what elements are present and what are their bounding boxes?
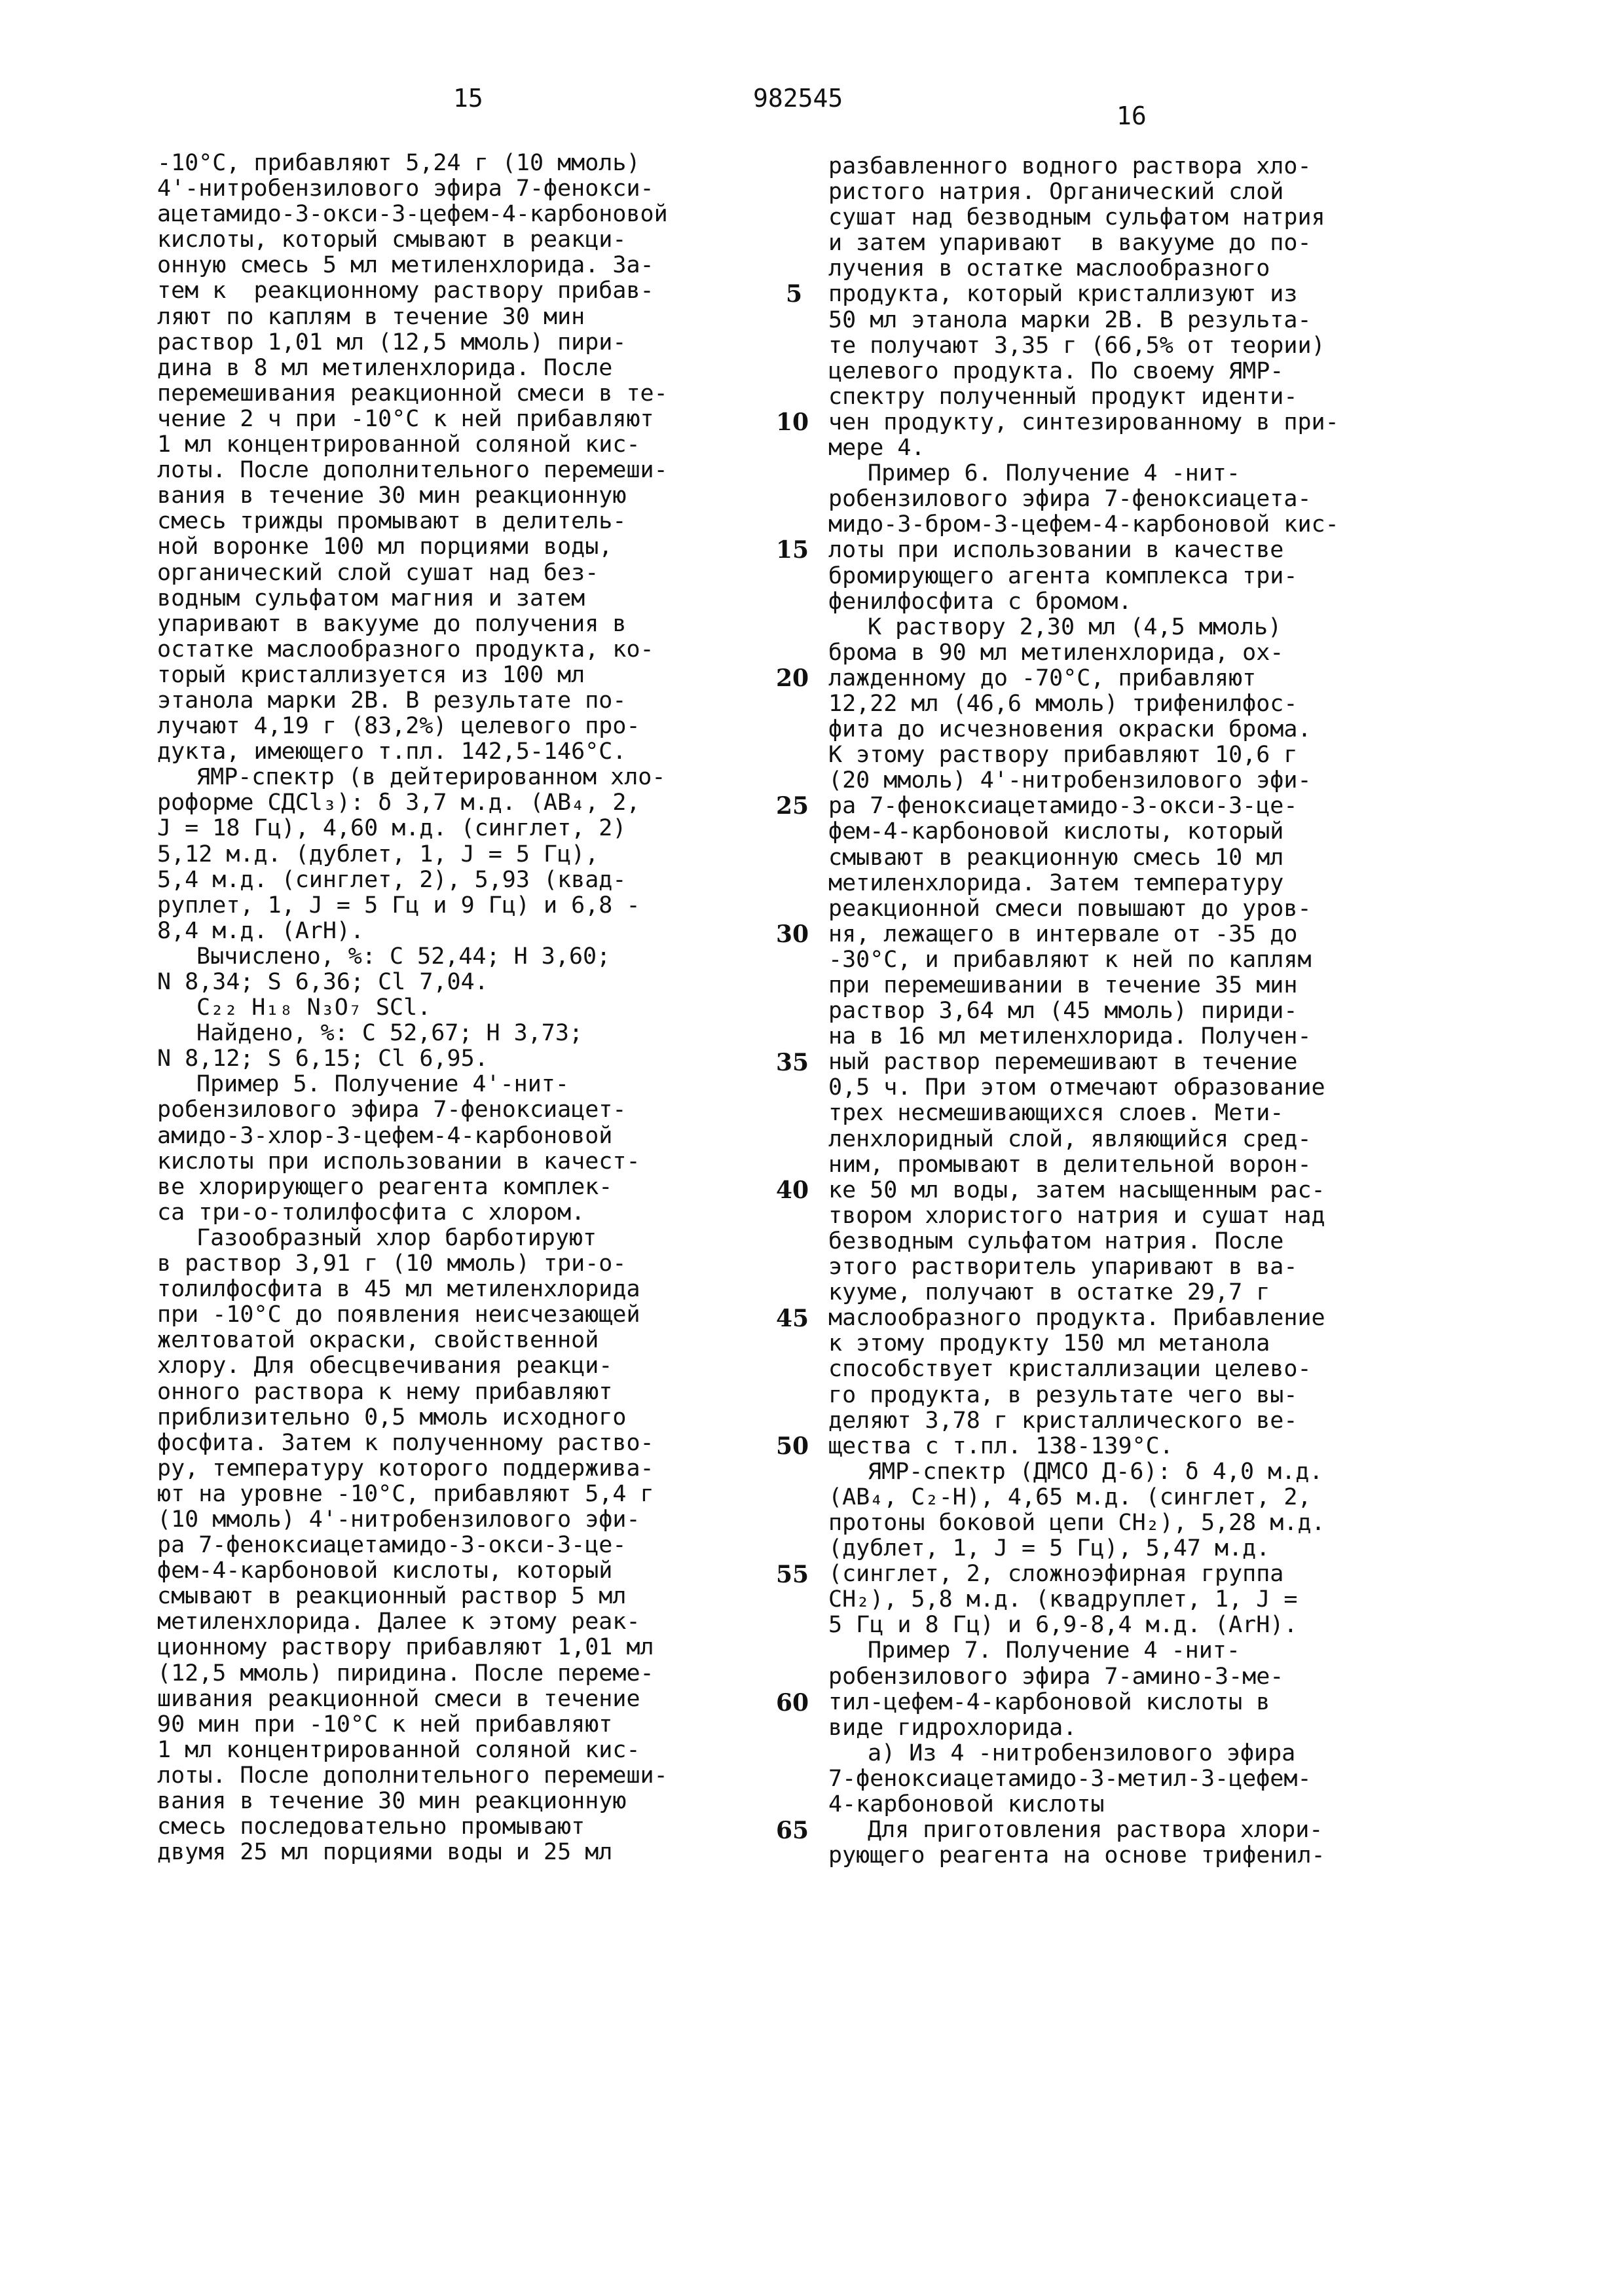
text-line: метиленхлорида. Затем температуру <box>828 869 1284 896</box>
text-line: ЯМР-спектр (ДМСО Д-6): δ 4,0 м.д. <box>868 1458 1323 1485</box>
text-line: сушат над безводным сульфатом натрия <box>828 204 1325 231</box>
text-line: ним, промывают в делительной ворон- <box>828 1151 1312 1178</box>
text-line: безводным сульфатом натрия. После <box>828 1228 1284 1254</box>
line-number: 10 <box>776 408 809 436</box>
text-line: 90 мин при -10°С к ней прибавляют <box>157 1711 613 1738</box>
text-line: и затем упаривают в вакууме до по- <box>828 230 1312 257</box>
text-line: мидо-3-бром-3-цефем-4-карбоновой кис- <box>828 511 1339 538</box>
text-line: фосфита. Затем к полученному раство- <box>157 1429 654 1456</box>
text-line: упаривают в вакууме до получения в <box>157 610 627 637</box>
line-number: 35 <box>776 1048 809 1076</box>
text-line: продукта, который кристаллизуют из <box>828 281 1298 308</box>
text-line: реакционной смеси повышают до уров- <box>828 895 1312 922</box>
text-line: ру, температуру которого поддержива- <box>157 1455 654 1482</box>
text-line: роформе СДСl₃): δ 3,7 м.д. (AB₄, 2, <box>157 790 640 816</box>
text-line: ленхлоридный слой, являющийся сред- <box>828 1125 1312 1152</box>
text-line: Для приготовления раствора хлори- <box>868 1817 1323 1844</box>
text-line: вания в течение 30 мин реакционную <box>157 1788 627 1814</box>
text-line: робензилового эфира 7-феноксиацета- <box>828 486 1312 513</box>
text-line: а) Из 4 -нитробензилового эфира <box>868 1740 1296 1766</box>
text-line: твором хлористого натрия и сушат над <box>828 1202 1325 1229</box>
text-line: этого растворитель упаривают в ва- <box>828 1254 1298 1281</box>
text-line: мере 4. <box>828 435 925 462</box>
text-line: лоты при использовании в качестве <box>828 537 1284 564</box>
text-line: (синглет, 2, сложноэфирная группа <box>828 1561 1284 1588</box>
text-line: Пример 5. Получение 4'-нит- <box>196 1071 569 1098</box>
text-line: водным сульфатом магния и затем <box>157 585 585 611</box>
text-line: бромирующего агента комплекса три- <box>828 562 1298 589</box>
text-line: (10 ммоль) 4'-нитробензилового эфи- <box>157 1506 640 1533</box>
text-line: ционному раствору прибавляют 1,01 мл <box>157 1634 654 1661</box>
line-number: 40 <box>776 1176 809 1205</box>
text-line: Пример 6. Получение 4 -нит- <box>868 460 1240 487</box>
text-line: лажденному до -70°С, прибавляют <box>828 665 1257 691</box>
text-line: ЯМР-спектр (в дейтерированном хло- <box>196 764 666 791</box>
text-line: маслообразного продукта. Прибавление <box>828 1305 1325 1332</box>
text-line: смывают в реакционную смесь 10 мл <box>828 844 1284 871</box>
text-line: дукта, имеющего т.пл. 142,5-146°С. <box>157 738 627 765</box>
text-line: лучают 4,19 г (83,2%) целевого про- <box>157 713 640 740</box>
line-number: 45 <box>776 1304 809 1332</box>
text-line: толилфосфита в 45 мл метиленхлорида <box>157 1276 640 1303</box>
text-line: смесь трижды промывают в делитель- <box>157 508 627 535</box>
line-number: 30 <box>776 920 809 948</box>
text-line: тил-цефем-4-карбоновой кислоты в <box>828 1688 1270 1715</box>
text-line: брома в 90 мл метиленхлорида, ох- <box>828 639 1284 666</box>
text-line: ристого натрия. Органический слой <box>828 179 1284 206</box>
text-line: фита до исчезновения окраски брома. <box>828 716 1312 743</box>
text-line: CH₂), 5,8 м.д. (квадруплет, 1, J = <box>828 1586 1298 1613</box>
text-line: органический слой сушат над без- <box>157 559 599 586</box>
text-line: C₂₂ H₁₈ N₃O₇ SCl. <box>196 994 432 1021</box>
text-line: 1 мл концентрированной соляной кис- <box>157 431 640 458</box>
text-line: 1 мл концентрированной соляной кис- <box>157 1736 640 1763</box>
right-column <box>828 154 1457 1868</box>
text-line: ве хлорирующего реагента комплек- <box>157 1173 613 1200</box>
text-line: раствор 1,01 мл (12,5 ммоль) пири- <box>157 329 627 355</box>
line-number: 65 <box>776 1817 809 1845</box>
line-number: 60 <box>776 1688 809 1717</box>
text-line: робензилового эфира 7-феноксиацет- <box>157 1097 627 1123</box>
text-line: рующего реагента на основе трифенил- <box>828 1842 1325 1869</box>
text-line: перемешивания реакционной смеси в те- <box>157 380 668 407</box>
text-line: вания в течение 30 мин реакционную <box>157 483 627 509</box>
text-line: на в 16 мл метиленхлорида. Получен- <box>828 1023 1312 1050</box>
text-line: ацетамидо-3-окси-3-цефем-4-карбоновой <box>157 201 668 228</box>
text-line: остатке маслообразного продукта, ко- <box>157 636 654 663</box>
text-line: 4-карбоновой кислоты <box>828 1791 1105 1817</box>
text-line: кислоты, который смывают в реакци- <box>157 227 627 253</box>
text-line: руплет, 1, J = 5 Гц и 9 Гц) и 6,8 - <box>157 892 640 919</box>
text-line: ный раствор перемешивают в течение <box>828 1049 1298 1076</box>
document-number: 982545 <box>753 84 843 113</box>
text-line: целевого продукта. По своему ЯМР- <box>828 357 1284 384</box>
text-line: смесь последовательно промывают <box>157 1813 585 1840</box>
text-line: фенилфосфита с бромом. <box>828 588 1132 615</box>
text-line: фем-4-карбоновой кислоты, который <box>157 1558 613 1584</box>
page-number-left: 15 <box>453 84 483 113</box>
line-number: 50 <box>776 1432 809 1461</box>
text-line: (AB₄, C₂-H), 4,65 м.д. (синглет, 2, <box>828 1484 1312 1510</box>
page-number-right: 16 <box>1116 101 1147 130</box>
text-line: кууме, получают в остатке 29,7 г <box>828 1279 1270 1306</box>
text-line: (20 ммоль) 4'-нитробензилового эфи- <box>828 767 1312 794</box>
text-line: К раствору 2,30 мл (4,5 ммоль) <box>868 613 1282 640</box>
text-line: ке 50 мл воды, затем насыщенным рас- <box>828 1176 1325 1203</box>
text-line: 5,4 м.д. (синглет, 2), 5,93 (квад- <box>157 866 627 893</box>
text-line: 5 Гц и 8 Гц) и 6,9-8,4 м.д. (ArH). <box>828 1612 1298 1639</box>
text-line: трех несмешивающихся слоев. Мети- <box>828 1100 1284 1127</box>
text-line: в раствор 3,91 г (10 ммоль) три-о- <box>157 1250 627 1277</box>
text-line: Пример 7. Получение 4 -нит- <box>868 1637 1240 1664</box>
text-line: метиленхлорида. Далее к этому реак- <box>157 1609 640 1635</box>
text-line: разбавленного водного раствора хло- <box>828 153 1312 179</box>
text-line: ной воронке 100 мл порциями воды, <box>157 534 613 560</box>
text-line: онную смесь 5 мл метиленхлорида. За- <box>157 252 654 279</box>
text-line: К этому раствору прибавляют 10,6 г <box>828 742 1298 769</box>
line-number: 25 <box>776 792 809 820</box>
text-line: 0,5 ч. При этом отмечают образование <box>828 1074 1325 1101</box>
text-line: 8,4 м.д. (ArH). <box>157 917 365 944</box>
text-line: торый кристаллизуется из 100 мл <box>157 661 585 688</box>
text-line: N 8,34; S 6,36; Cl 7,04. <box>157 969 489 995</box>
text-line: амидо-3-хлор-3-цефем-4-карбоновой <box>157 1122 613 1149</box>
text-line: лучения в остатке маслообразного <box>828 255 1270 282</box>
text-line: чение 2 ч при -10°С к ней прибавляют <box>157 405 654 432</box>
text-line: -10°C, прибавляют 5,24 г (10 ммоль) <box>157 150 640 176</box>
left-column <box>157 151 786 1865</box>
text-line: (дублет, 1, J = 5 Гц), 5,47 м.д. <box>828 1535 1270 1562</box>
text-line: -30°С, и прибавляют к ней по каплям <box>828 946 1312 973</box>
text-line: 5,12 м.д. (дублет, 1, J = 5 Гц), <box>157 841 599 867</box>
text-line: го продукта, в результате чего вы- <box>828 1381 1298 1408</box>
text-line: приблизительно 0,5 ммоль исходного <box>157 1404 627 1430</box>
text-line: тем к реакционному раствору прибав- <box>157 278 654 304</box>
text-line: щества с т.пл. 138-139°С. <box>828 1432 1173 1459</box>
text-line: фем-4-карбоновой кислоты, который <box>828 818 1284 845</box>
line-number: 5 <box>786 280 803 308</box>
text-line: способствует кристаллизации целево- <box>828 1356 1312 1383</box>
text-line: 12,22 мл (46,6 ммоль) трифенилфос- <box>828 690 1298 717</box>
text-line: (12,5 ммоль) пиридина. После переме- <box>157 1660 654 1686</box>
text-line: N 8,12; S 6,15; Cl 6,95. <box>157 1046 489 1072</box>
text-line: виде гидрохлорида. <box>828 1714 1077 1741</box>
text-line: дина в 8 мл метиленхлорида. После <box>157 354 613 381</box>
text-line: хлору. Для обесцвечивания реакци- <box>157 1353 613 1379</box>
text-line: ня, лежащего в интервале от -35 до <box>828 920 1298 947</box>
text-line: лоты. После дополнительного перемеши- <box>157 1762 668 1789</box>
text-line: ра 7-феноксиацетамидо-3-окси-3-це- <box>828 793 1298 820</box>
text-line: ют на уровне -10°С, прибавляют 5,4 г <box>157 1480 654 1507</box>
text-line: к этому продукту 150 мл метанола <box>828 1330 1270 1357</box>
text-line: са три-о-толилфосфита с хлором. <box>157 1199 585 1226</box>
text-line: 50 мл этанола марки 2В. В результа- <box>828 306 1312 333</box>
text-line: двумя 25 мл порциями воды и 25 мл <box>157 1839 613 1866</box>
text-line: 7-феноксиацетамидо-3-метил-3-цефем- <box>828 1765 1312 1792</box>
line-number: 55 <box>776 1561 809 1588</box>
text-line: раствор 3,64 мл (45 ммоль) пириди- <box>828 998 1298 1025</box>
text-line: робензилового эфира 7-амино-3-ме- <box>828 1663 1284 1690</box>
text-line: те получают 3,35 г (66,5% от теории) <box>828 332 1325 359</box>
text-line: при перемешивании в течение 35 мин <box>828 972 1298 998</box>
text-line: деляют 3,78 г кристаллического ве- <box>828 1407 1298 1434</box>
text-line: 4'-нитробензилового эфира 7-фенокси- <box>157 175 654 202</box>
text-line: кислоты при использовании в качест- <box>157 1148 640 1175</box>
text-line: смывают в реакционный раствор 5 мл <box>157 1583 627 1610</box>
line-number: 15 <box>776 536 809 564</box>
text-line: спектру полученный продукт иденти- <box>828 383 1298 410</box>
text-line: этанола марки 2В. В результате по- <box>157 687 627 714</box>
line-number: 20 <box>776 664 809 692</box>
text-line: J = 18 Гц), 4,60 м.д. (синглет, 2) <box>157 815 627 842</box>
text-line: ляют по каплям в течение 30 мин <box>157 303 585 330</box>
text-line: Газообразный хлор барботируют <box>196 1224 597 1251</box>
text-line: лоты. После дополнительного перемеши- <box>157 457 668 484</box>
text-line: чен продукту, синтезированному в при- <box>828 409 1339 435</box>
text-line: ра 7-феноксиацетамидо-3-окси-3-це- <box>157 1532 627 1559</box>
text-line: шивания реакционной смеси в течение <box>157 1685 640 1712</box>
text-line: при -10°С до появления неисчезающей <box>157 1302 640 1328</box>
text-line: Найдено, %: С 52,67; Н 3,73; <box>196 1020 583 1047</box>
text-line: Вычислено, %: С 52,44; Н 3,60; <box>196 943 611 970</box>
text-line: протоны боковой цепи CH₂), 5,28 м.д. <box>828 1509 1325 1536</box>
text-line: онного раствора к нему прибавляют <box>157 1378 613 1405</box>
text-line: желтоватой окраски, свойственной <box>157 1327 599 1354</box>
